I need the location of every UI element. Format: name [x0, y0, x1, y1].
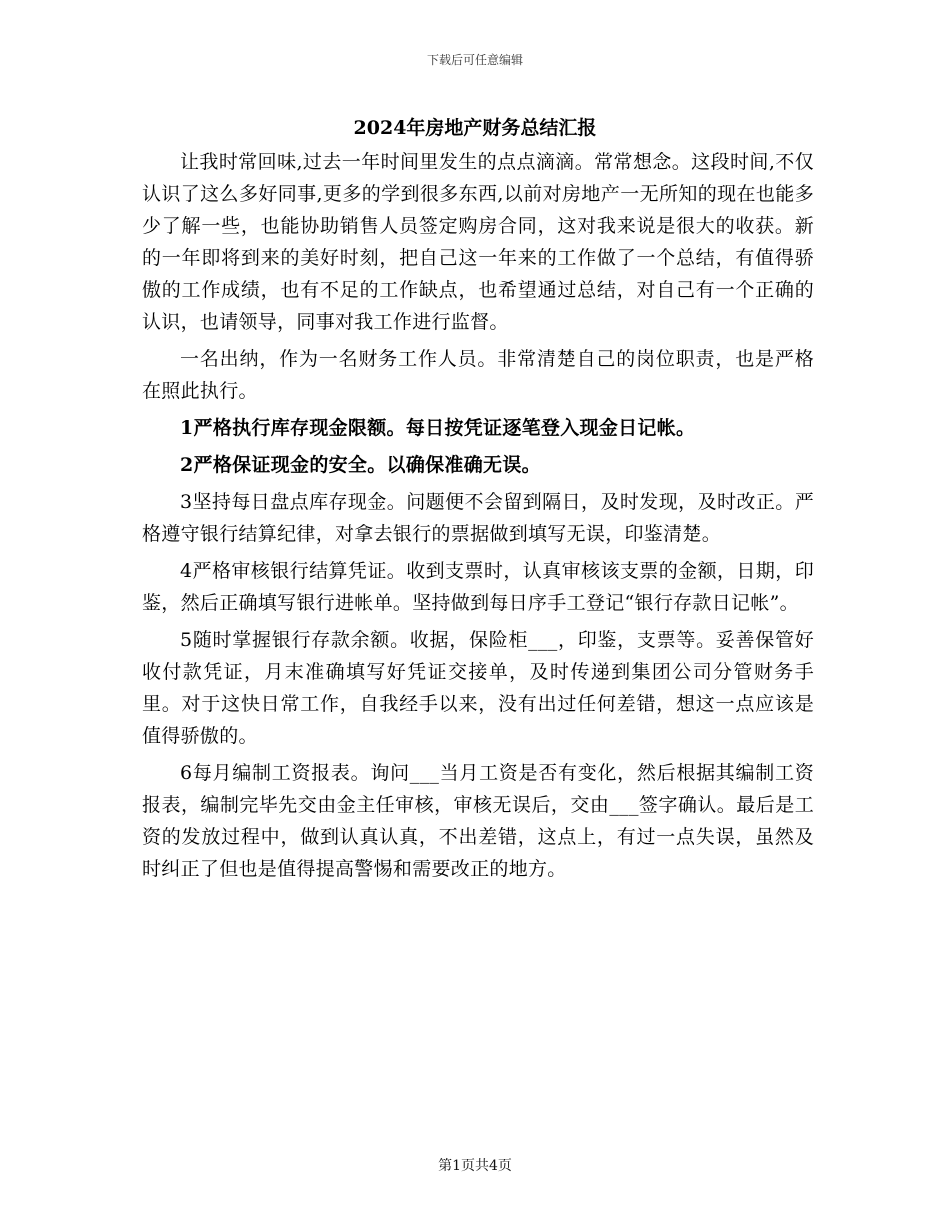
document-title: 2024年房地产财务总结汇报 — [353, 117, 597, 139]
paragraph-item-5: 5随时掌握银行存款余额。收据，保险柜___，印鉴，支票等。妥善保管好收付款凭证，月末准确填写好凭证交接单，及时传递到集团公司分管财务手里。对于这快日常工作，自我经手以来，没有出过任何差错，想这一点应该是值得骄傲的。 — [142, 629, 814, 747]
paragraph-intro: 让我时常回味,过去一年时间里发生的点点滴滴。常常想念。这段时间,不仅认识了这么多好同事,更多的学到很多东西,以前对房地产一无所知的现在也能多少了解一些，也能协助销售人员签定购房合同，这对我来说是很大的收获。新的一年即将到来的美好时刻，把自己这一年来的工作做了一个总结，有值得骄傲的工作成绩，也有不足的工作缺点，也希望通过总结，对自己有一个正确的认识，也请领导，同事对我工作进行监督。 — [142, 151, 814, 333]
paragraph-item-2: 2严格保证现金的安全。以确保准确无误。 — [180, 454, 541, 476]
document-body — [142, 146, 814, 885]
page-header-note: 下载后可任意编辑 — [426, 53, 523, 67]
page-number: 第1页共4页 — [438, 1158, 512, 1174]
paragraph-item-3: 3坚持每日盘点库存现金。问题便不会留到隔日，及时发现，及时改正。严格遵守银行结算纪律，对拿去银行的票据做到填写无误，印鉴清楚。 — [142, 491, 814, 545]
paragraph-role: 一名出纳，作为一名财务工作人员。非常清楚自己的岗位职责，也是严格在照此执行。 — [142, 348, 814, 402]
paragraph-item-1: 1严格执行库存现金限额。每日按凭证逐笔登入现金日记帐。 — [180, 417, 696, 439]
paragraph-item-4: 4严格审核银行结算凭证。收到支票时，认真审核该支票的金额，日期，印鉴，然后正确填写银行进帐单。坚持做到每日序手工登记“银行存款日记帐”。 — [142, 560, 814, 614]
paragraph-item-6: 6每月编制工资报表。询问___当月工资是否有变化，然后根据其编制工资报表，编制完毕先交由金主任审核，审核无误后，交由___签字确认。最后是工资的发放过程中，做到认真认真，不出差错，这点上，有过一点失误，虽然及时纠正了但也是值得提高警惕和需要改正的地方。 — [142, 762, 814, 880]
